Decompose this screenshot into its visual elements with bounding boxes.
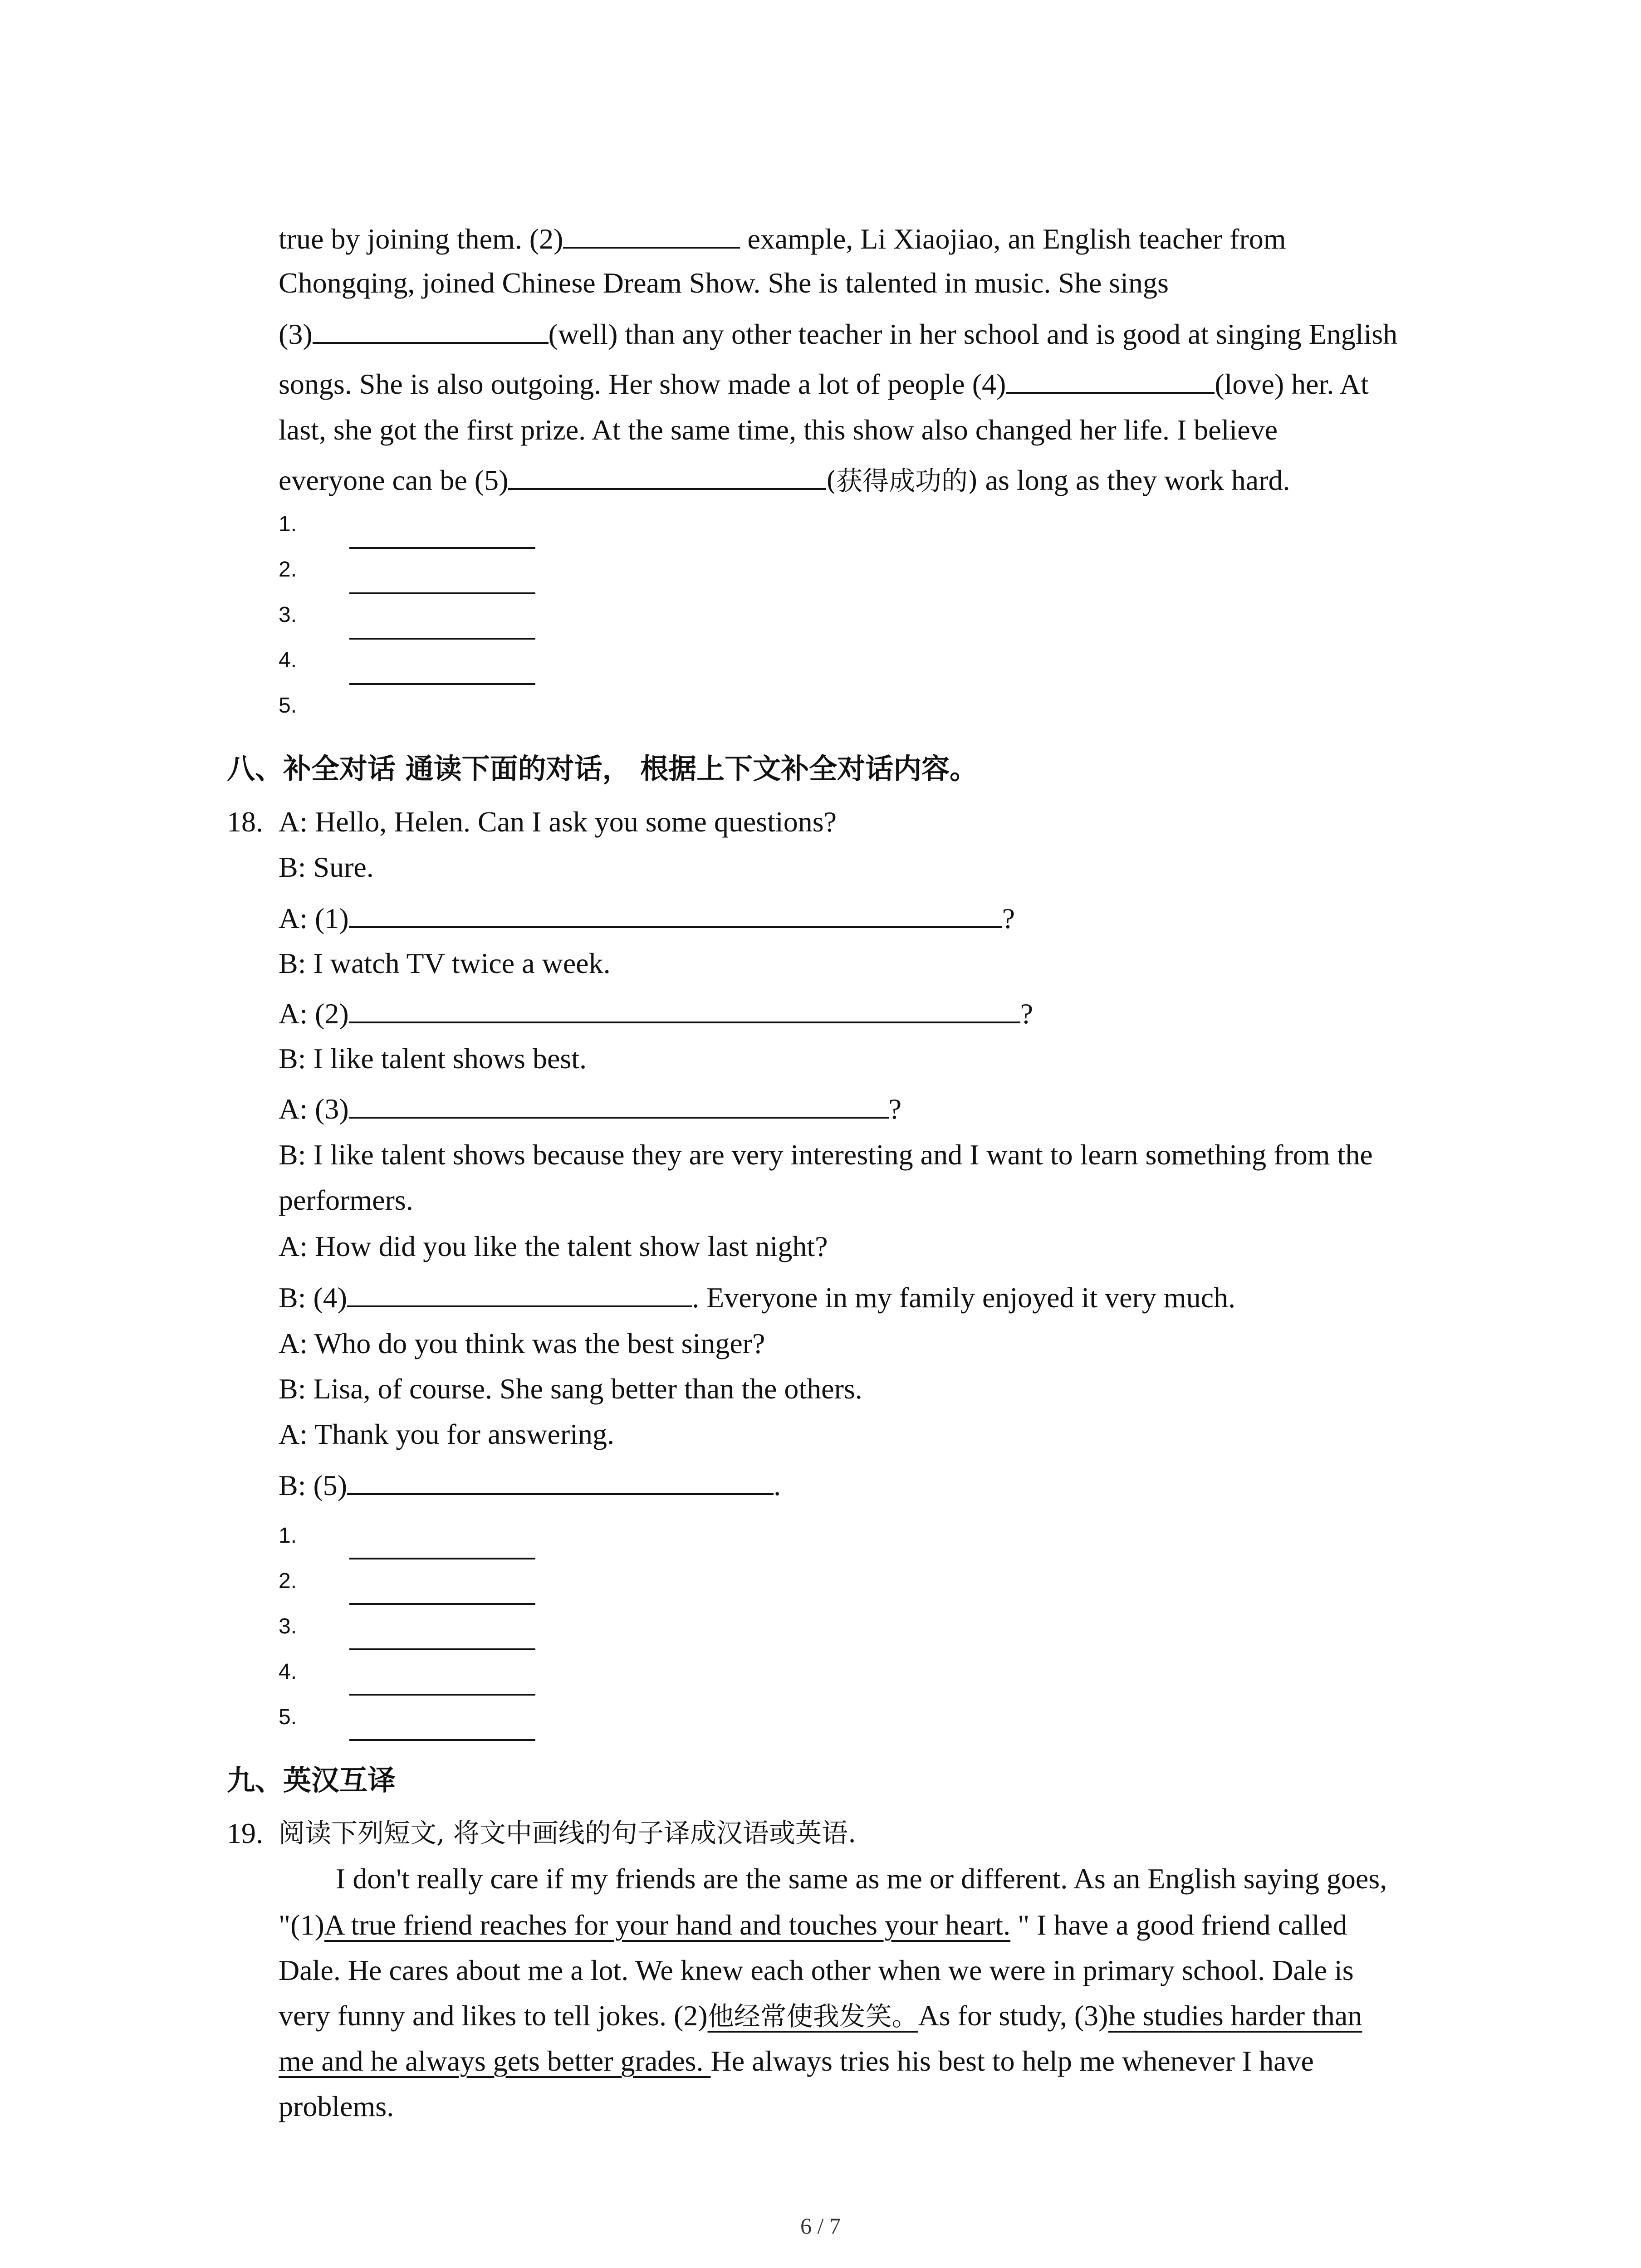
underlined-sentence-3-cont: me and he always gets better grades. bbox=[279, 2045, 711, 2077]
answer-line-2[interactable] bbox=[349, 592, 535, 594]
answer-line-1[interactable] bbox=[349, 547, 535, 549]
answer-number: 3. bbox=[279, 603, 297, 627]
dialogue-line: B: I watch TV twice a week. bbox=[279, 947, 611, 979]
passage-line: I don't really care if my friends are the same as me or different. As an English saying goes, bbox=[336, 1862, 1387, 1895]
answer-line-2[interactable] bbox=[349, 1603, 535, 1605]
passage-line: Dale. He cares about me a lot. We knew each other when we were in primary school. Dale is bbox=[279, 1954, 1354, 1986]
dialogue-line: B: I like talent shows best. bbox=[279, 1042, 587, 1075]
text-segment: ? bbox=[888, 1093, 902, 1125]
answer-number: 5. bbox=[279, 694, 297, 718]
passage-line: problems. bbox=[279, 2090, 394, 2122]
answer-number: 3. bbox=[279, 1614, 297, 1638]
text-segment: A: (2) bbox=[279, 997, 349, 1030]
dialogue-line: A: Hello, Helen. Can I ask you some questions? bbox=[279, 806, 837, 838]
underlined-sentence-1: A true friend reaches for your hand and touches your heart. bbox=[324, 1909, 1011, 1941]
text-segment: true by joining them. (2) bbox=[279, 223, 563, 255]
answer-line-1[interactable] bbox=[349, 1558, 535, 1559]
page-number: 6 / 7 bbox=[800, 2213, 841, 2239]
text-segment: ? bbox=[1002, 902, 1015, 934]
text-segment: (3) bbox=[279, 318, 313, 350]
text-segment: B: (4) bbox=[279, 1281, 348, 1314]
passage-line-4 bbox=[279, 368, 1369, 399]
text-segment: B: (5) bbox=[279, 1469, 348, 1501]
answer-line-4[interactable] bbox=[349, 1694, 535, 1696]
passage-line-2: Chongqing, joined Chinese Dream Show. She is talented in music. She sings bbox=[279, 267, 1169, 299]
text-segment: A: (1) bbox=[279, 902, 349, 934]
text-segment: everyone can be (5) bbox=[279, 464, 509, 496]
fill-blank-4[interactable] bbox=[1006, 368, 1215, 394]
underlined-sentence-3: he studies harder than bbox=[1108, 1999, 1362, 2032]
dialogue-line bbox=[279, 1470, 781, 1500]
text-segment: example, Li Xiaojiao, an English teacher from bbox=[740, 223, 1286, 255]
passage-line bbox=[279, 2047, 1314, 2076]
text-segment: (well) than any other teacher in her school and is good at singing English bbox=[548, 318, 1398, 350]
text-segment: (获得成功的) bbox=[826, 465, 978, 496]
dialogue-line bbox=[279, 998, 1033, 1028]
dialogue-line bbox=[279, 1282, 1235, 1312]
dialogue-blank-3[interactable] bbox=[349, 1093, 889, 1119]
passage-line-5: last, she got the first prize. At the same time, this show also changed her life. I believe bbox=[279, 414, 1278, 446]
text-segment: very funny and likes to tell jokes. (2) bbox=[279, 1999, 708, 2032]
passage-line-6 bbox=[279, 464, 1290, 495]
text-segment: A: (3) bbox=[279, 1093, 349, 1125]
dialogue-blank-2[interactable] bbox=[349, 998, 1020, 1023]
dialogue-line bbox=[279, 903, 1015, 933]
dialogue-line: B: Sure. bbox=[279, 851, 374, 883]
section-heading-9: 九、英汉互译 bbox=[227, 1764, 396, 1797]
text-segment: ? bbox=[1020, 997, 1034, 1030]
answer-number: 1. bbox=[279, 1524, 297, 1548]
text-segment: songs. She is also outgoing. Her show made a lot of people (4) bbox=[279, 368, 1006, 400]
dialogue-line: B: I like talent shows because they are very interesting and I want to learn something from the bbox=[279, 1139, 1373, 1171]
answer-line-5[interactable] bbox=[349, 1739, 535, 1741]
text-segment: " I have a good friend called bbox=[1010, 1909, 1347, 1941]
fill-blank-3[interactable] bbox=[313, 318, 549, 344]
answer-number: 4. bbox=[279, 1660, 297, 1684]
answer-number: 1. bbox=[279, 512, 297, 536]
text-segment: as long as they work hard. bbox=[978, 464, 1290, 496]
passage-line bbox=[279, 2001, 1362, 2030]
dialogue-blank-5[interactable] bbox=[347, 1470, 774, 1495]
passage-line-1 bbox=[279, 223, 1286, 254]
dialogue-blank-4[interactable] bbox=[347, 1282, 692, 1307]
underlined-sentence-2: 他经常使我发笑。 bbox=[707, 2001, 918, 2032]
text-segment: "(1) bbox=[279, 1909, 324, 1941]
text-segment: . Everyone in my family enjoyed it very much. bbox=[692, 1281, 1235, 1314]
passage-line-3 bbox=[279, 318, 1397, 349]
dialogue-line: A: Thank you for answering. bbox=[279, 1418, 614, 1450]
section-heading-8: 八、补全对话 通读下面的对话， 根据上下文补全对话内容。 bbox=[227, 752, 978, 785]
dialogue-line: B: Lisa, of course. She sang better than the others. bbox=[279, 1373, 862, 1405]
answer-number: 2. bbox=[279, 1569, 297, 1593]
text-segment: He always tries his best to help me whenever I have bbox=[710, 2045, 1314, 2077]
answer-number: 5. bbox=[279, 1705, 297, 1729]
answer-line-3[interactable] bbox=[349, 638, 535, 640]
answer-line-4[interactable] bbox=[349, 683, 535, 685]
question-number-18: 18. bbox=[227, 806, 263, 838]
fill-blank-5[interactable] bbox=[508, 464, 826, 490]
answer-number: 2. bbox=[279, 557, 297, 582]
passage-line bbox=[279, 1911, 1347, 1940]
answer-number: 4. bbox=[279, 648, 297, 672]
dialogue-blank-1[interactable] bbox=[349, 903, 1002, 928]
fill-blank-2[interactable] bbox=[563, 223, 740, 249]
question-number-19: 19. bbox=[227, 1817, 263, 1849]
dialogue-line: A: Who do you think was the best singer? bbox=[279, 1327, 765, 1359]
dialogue-line: performers. bbox=[279, 1184, 413, 1216]
dialogue-line bbox=[279, 1093, 901, 1124]
text-segment: . bbox=[774, 1469, 781, 1501]
answer-line-3[interactable] bbox=[349, 1648, 535, 1650]
dialogue-line: A: How did you like the talent show last night? bbox=[279, 1230, 828, 1262]
question-instruction: 阅读下列短文, 将文中画线的句子译成汉语或英语. bbox=[279, 1818, 857, 1848]
text-segment: As for study, (3) bbox=[918, 1999, 1108, 2032]
text-segment: (love) her. At bbox=[1215, 368, 1369, 400]
